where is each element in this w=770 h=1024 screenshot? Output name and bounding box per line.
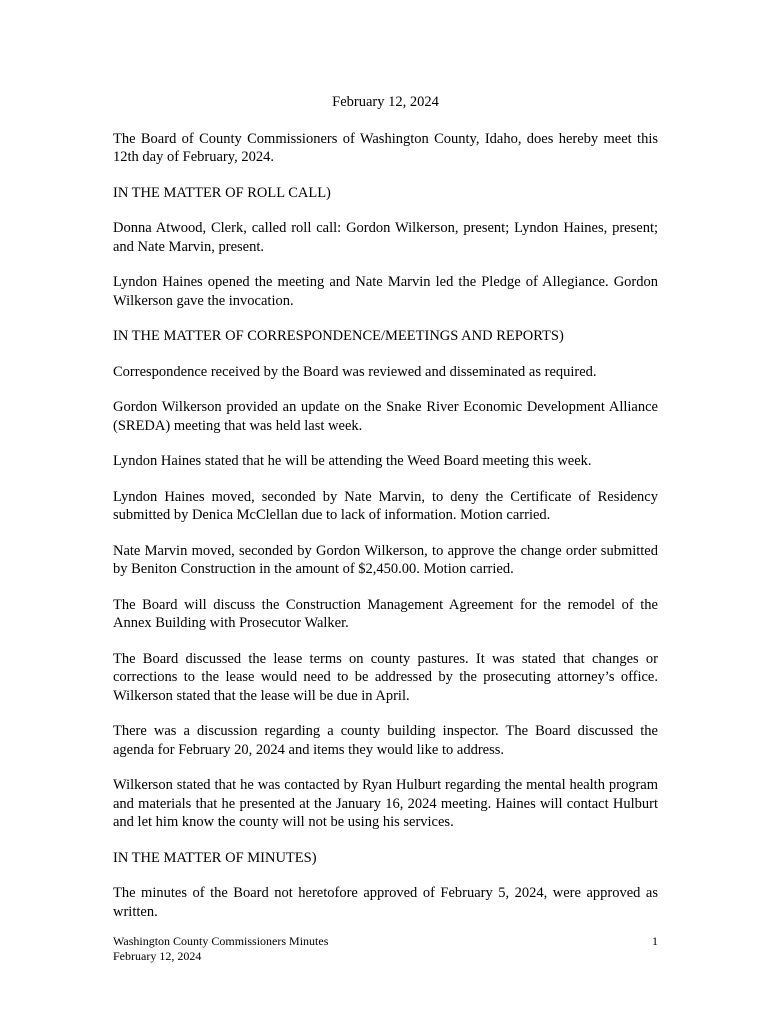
footer-title: Washington County Commissioners Minutes: [113, 934, 329, 948]
paragraph-mental-health: Wilkerson stated that he was contacted by Ryan Hulburt regarding the mental health program and materials that he presented at the January 16, 2024 meeting. Haines will contact Hulburt and let him know the county will not be using his services.: [113, 777, 658, 830]
footer-date: February 12, 2024: [113, 948, 202, 963]
paragraph-weed-board: Lyndon Haines stated that he will be attending the Weed Board meeting this week.: [113, 453, 592, 469]
paragraph-sreda-update: Gordon Wilkerson provided an update on the Snake River Economic Development Alliance (SREDA) meeting that was held last week.: [113, 399, 658, 434]
document-body: [113, 93, 658, 938]
paragraph-lease-terms: The Board discussed the lease terms on county pastures. It was stated that changes or corrections to the lease would need to be addressed by the prosecuting attorney’s office. Wilkerson stated that the lease will be due in April.: [113, 650, 658, 704]
paragraph-construction-agreement: The Board will discuss the Construction Management Agreement for the remodel of the Annex Building with Prosecutor Walker.: [113, 596, 658, 631]
page-footer: [113, 934, 658, 963]
paragraph-pledge-invocation: Lyndon Haines opened the meeting and Nate Marvin led the Pledge of Allegiance. Gordon Wilkerson gave the invocation.: [113, 274, 658, 309]
section-heading-roll-call: IN THE MATTER OF ROLL CALL): [113, 184, 331, 201]
paragraph-roll-call: Donna Atwood, Clerk, called roll call: Gordon Wilkerson, present; Lyndon Haines, present; and Nate Marvin, present.: [113, 220, 658, 255]
section-heading-minutes: IN THE MATTER OF MINUTES): [113, 849, 317, 866]
paragraph-correspondence: Correspondence received by the Board was reviewed and disseminated as required.: [113, 363, 597, 380]
meeting-date-heading: February 12, 2024: [332, 94, 439, 110]
paragraph-certificate-residency: Lyndon Haines moved, seconded by Nate Marvin, to deny the Certificate of Residency submitted by Denica McClellan due to lack of information. Motion carried.: [113, 488, 658, 523]
paragraph-opening: The Board of County Commissioners of Washington County, Idaho, does hereby meet this 12th day of February, 2024.: [113, 130, 658, 165]
page-number: 1: [652, 934, 658, 948]
paragraph-minutes-approval: The minutes of the Board not heretofore approved of February 5, 2024, were approved as written.: [113, 885, 658, 920]
section-heading-correspondence: IN THE MATTER OF CORRESPONDENCE/MEETINGS AND REPORTS): [113, 328, 564, 344]
paragraph-building-inspector: There was a discussion regarding a county building inspector. The Board discussed the agenda for February 20, 2024 and items they would like to address.: [113, 723, 658, 758]
paragraph-change-order: Nate Marvin moved, seconded by Gordon Wilkerson, to approve the change order submitted by Beniton Construction in the amount of $2,450.00. Motion carried.: [113, 542, 658, 577]
